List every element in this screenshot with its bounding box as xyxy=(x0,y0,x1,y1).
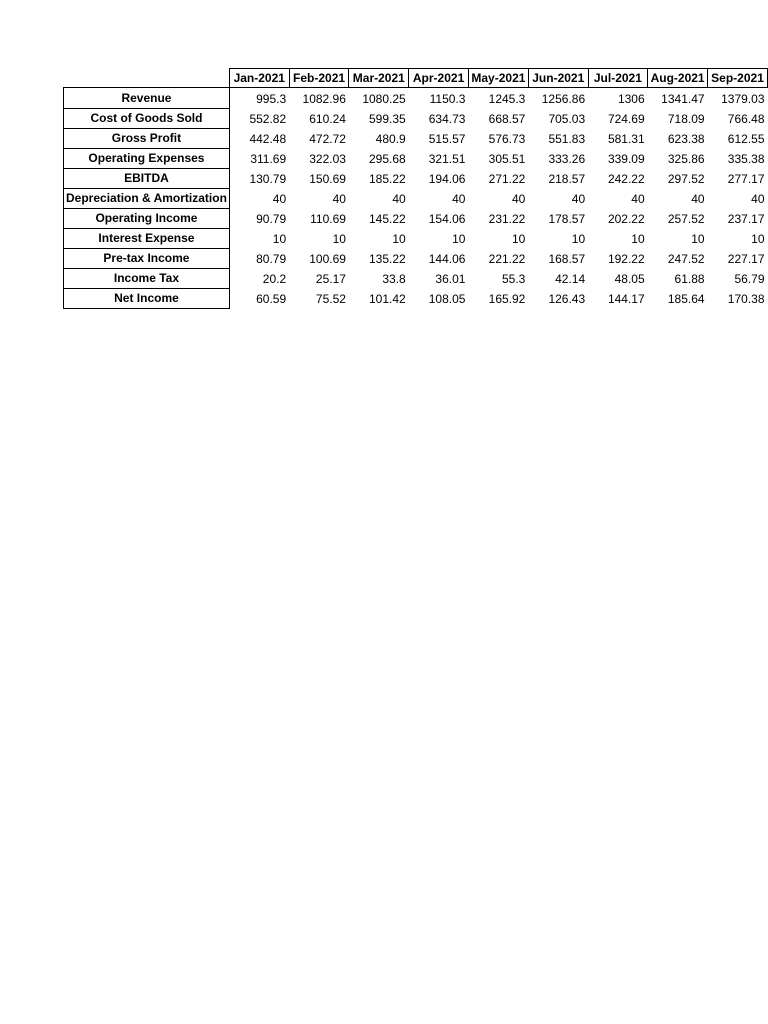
value-cell: 231.22 xyxy=(488,212,526,227)
table-row xyxy=(64,188,768,208)
value-cell: 10 xyxy=(452,232,466,247)
value-cell: 610.24 xyxy=(309,112,346,127)
value-cell: 165.92 xyxy=(488,292,526,307)
value-cell: 42.14 xyxy=(555,272,586,287)
month-header: Sep-2021 xyxy=(708,69,768,88)
value-cell: 202.22 xyxy=(607,212,645,227)
value-cell: 551.83 xyxy=(548,132,586,147)
value-cell: 192.22 xyxy=(607,252,645,267)
value-cell: 247.52 xyxy=(667,252,705,267)
value-cell: 724.69 xyxy=(607,112,645,127)
income-statement-table xyxy=(63,68,768,309)
month-header: May-2021 xyxy=(468,69,528,88)
value-cell: 766.48 xyxy=(727,112,765,127)
table-row xyxy=(64,248,768,268)
value-cell: 576.73 xyxy=(488,132,526,147)
value-cell: 10 xyxy=(272,232,287,247)
value-cell: 612.55 xyxy=(727,132,765,147)
value-cell: 257.52 xyxy=(667,212,705,227)
row-label: Revenue xyxy=(64,88,230,109)
table-row xyxy=(64,168,768,188)
value-cell: 10 xyxy=(571,232,586,247)
value-cell: 1306 xyxy=(617,92,645,107)
value-cell: 36.01 xyxy=(435,272,466,287)
value-cell: 10 xyxy=(691,232,705,247)
value-cell: 75.52 xyxy=(315,292,346,307)
value-cell: 1150.3 xyxy=(429,92,466,107)
value-cell: 40 xyxy=(751,192,765,207)
row-label: Depreciation & Amortization xyxy=(64,188,230,208)
value-cell: 178.57 xyxy=(548,212,586,227)
value-cell: 170.38 xyxy=(727,292,765,307)
value-cell: 61.88 xyxy=(674,272,705,287)
row-label: Interest Expense xyxy=(64,228,230,248)
table-row xyxy=(64,88,768,109)
value-cell: 33.8 xyxy=(382,272,406,287)
value-cell: 668.57 xyxy=(488,112,526,127)
value-cell: 194.06 xyxy=(428,172,466,187)
value-cell: 80.79 xyxy=(256,252,287,267)
row-label: Cost of Goods Sold xyxy=(64,108,230,128)
value-cell: 339.09 xyxy=(607,152,645,167)
table-row xyxy=(64,148,768,168)
value-cell: 56.79 xyxy=(734,272,765,287)
value-cell: 1082.96 xyxy=(302,92,346,107)
value-cell: 40 xyxy=(631,192,645,207)
value-cell: 335.38 xyxy=(727,152,765,167)
row-label: Operating Expenses xyxy=(64,148,230,168)
value-cell: 144.17 xyxy=(607,292,645,307)
table-row xyxy=(64,208,768,228)
value-cell: 90.79 xyxy=(256,212,287,227)
value-cell: 10 xyxy=(392,232,406,247)
value-cell: 150.69 xyxy=(309,172,346,187)
value-cell: 1379.03 xyxy=(721,92,765,107)
value-cell: 221.22 xyxy=(488,252,526,267)
month-header: Jun-2021 xyxy=(528,69,588,88)
value-cell: 100.69 xyxy=(309,252,346,267)
row-label: Operating Income xyxy=(64,208,230,228)
value-cell: 40 xyxy=(272,192,287,207)
value-cell: 322.03 xyxy=(309,152,346,167)
value-cell: 126.43 xyxy=(548,292,586,307)
month-header: Apr-2021 xyxy=(409,69,469,88)
value-cell: 599.35 xyxy=(369,112,406,127)
value-cell: 1341.47 xyxy=(661,92,705,107)
value-cell: 130.79 xyxy=(249,172,287,187)
value-cell: 154.06 xyxy=(428,212,466,227)
value-cell: 218.57 xyxy=(548,172,586,187)
value-cell: 55.3 xyxy=(502,272,526,287)
value-cell: 515.57 xyxy=(428,132,466,147)
row-label: Net Income xyxy=(64,288,230,308)
value-cell: 40 xyxy=(691,192,705,207)
value-cell: 135.22 xyxy=(369,252,406,267)
value-cell: 168.57 xyxy=(548,252,586,267)
value-cell: 20.2 xyxy=(262,272,287,287)
month-header: Feb-2021 xyxy=(289,69,349,88)
value-cell: 60.59 xyxy=(256,292,287,307)
value-cell: 185.64 xyxy=(667,292,705,307)
table-row xyxy=(64,108,768,128)
value-cell: 305.51 xyxy=(488,152,526,167)
value-cell: 40 xyxy=(392,192,406,207)
value-cell: 145.22 xyxy=(369,212,406,227)
value-cell: 718.09 xyxy=(667,112,705,127)
value-cell: 552.82 xyxy=(249,112,287,127)
value-cell: 40 xyxy=(512,192,526,207)
value-cell: 1245.3 xyxy=(488,92,526,107)
value-cell: 144.06 xyxy=(428,252,466,267)
value-cell: 311.69 xyxy=(250,152,287,167)
month-header: Jul-2021 xyxy=(588,69,648,88)
value-cell: 40 xyxy=(571,192,586,207)
value-cell: 271.22 xyxy=(488,172,526,187)
month-header: Mar-2021 xyxy=(349,69,409,88)
value-cell: 10 xyxy=(631,232,645,247)
value-cell: 705.03 xyxy=(548,112,586,127)
row-label: Pre-tax Income xyxy=(64,248,230,268)
value-cell: 295.68 xyxy=(369,152,406,167)
value-cell: 995.3 xyxy=(256,92,287,107)
value-cell: 1080.25 xyxy=(362,92,406,107)
value-cell: 48.05 xyxy=(614,272,645,287)
value-cell: 325.86 xyxy=(667,152,705,167)
month-header: Jan-2021 xyxy=(229,69,289,88)
value-cell: 277.17 xyxy=(727,172,765,187)
month-header: Aug-2021 xyxy=(648,69,708,88)
row-label: Income Tax xyxy=(64,268,230,288)
header-row xyxy=(64,69,768,88)
table-row xyxy=(64,288,768,308)
value-cell: 472.72 xyxy=(309,132,346,147)
value-cell: 237.17 xyxy=(727,212,765,227)
value-cell: 634.73 xyxy=(428,112,466,127)
value-cell: 25.17 xyxy=(315,272,346,287)
corner-cell xyxy=(64,69,230,88)
value-cell: 10 xyxy=(512,232,526,247)
value-cell: 108.05 xyxy=(428,292,466,307)
value-cell: 581.31 xyxy=(607,132,645,147)
value-cell: 10 xyxy=(332,232,346,247)
table-body xyxy=(64,88,768,309)
value-cell: 623.38 xyxy=(667,132,705,147)
value-cell: 321.51 xyxy=(428,152,466,167)
value-cell: 101.42 xyxy=(369,292,406,307)
value-cell: 40 xyxy=(452,192,466,207)
value-cell: 297.52 xyxy=(667,172,705,187)
value-cell: 10 xyxy=(751,232,765,247)
row-label: Gross Profit xyxy=(64,128,230,148)
value-cell: 242.22 xyxy=(607,172,645,187)
value-cell: 227.17 xyxy=(727,252,765,267)
value-cell: 480.9 xyxy=(375,132,406,147)
table-row xyxy=(64,128,768,148)
value-cell: 1256.86 xyxy=(541,92,586,107)
row-label: EBITDA xyxy=(64,168,230,188)
value-cell: 40 xyxy=(332,192,346,207)
value-cell: 442.48 xyxy=(249,132,287,147)
value-cell: 185.22 xyxy=(369,172,406,187)
value-cell: 333.26 xyxy=(548,152,586,167)
table-row xyxy=(64,228,768,248)
value-cell: 110.69 xyxy=(310,212,346,227)
table-row xyxy=(64,268,768,288)
